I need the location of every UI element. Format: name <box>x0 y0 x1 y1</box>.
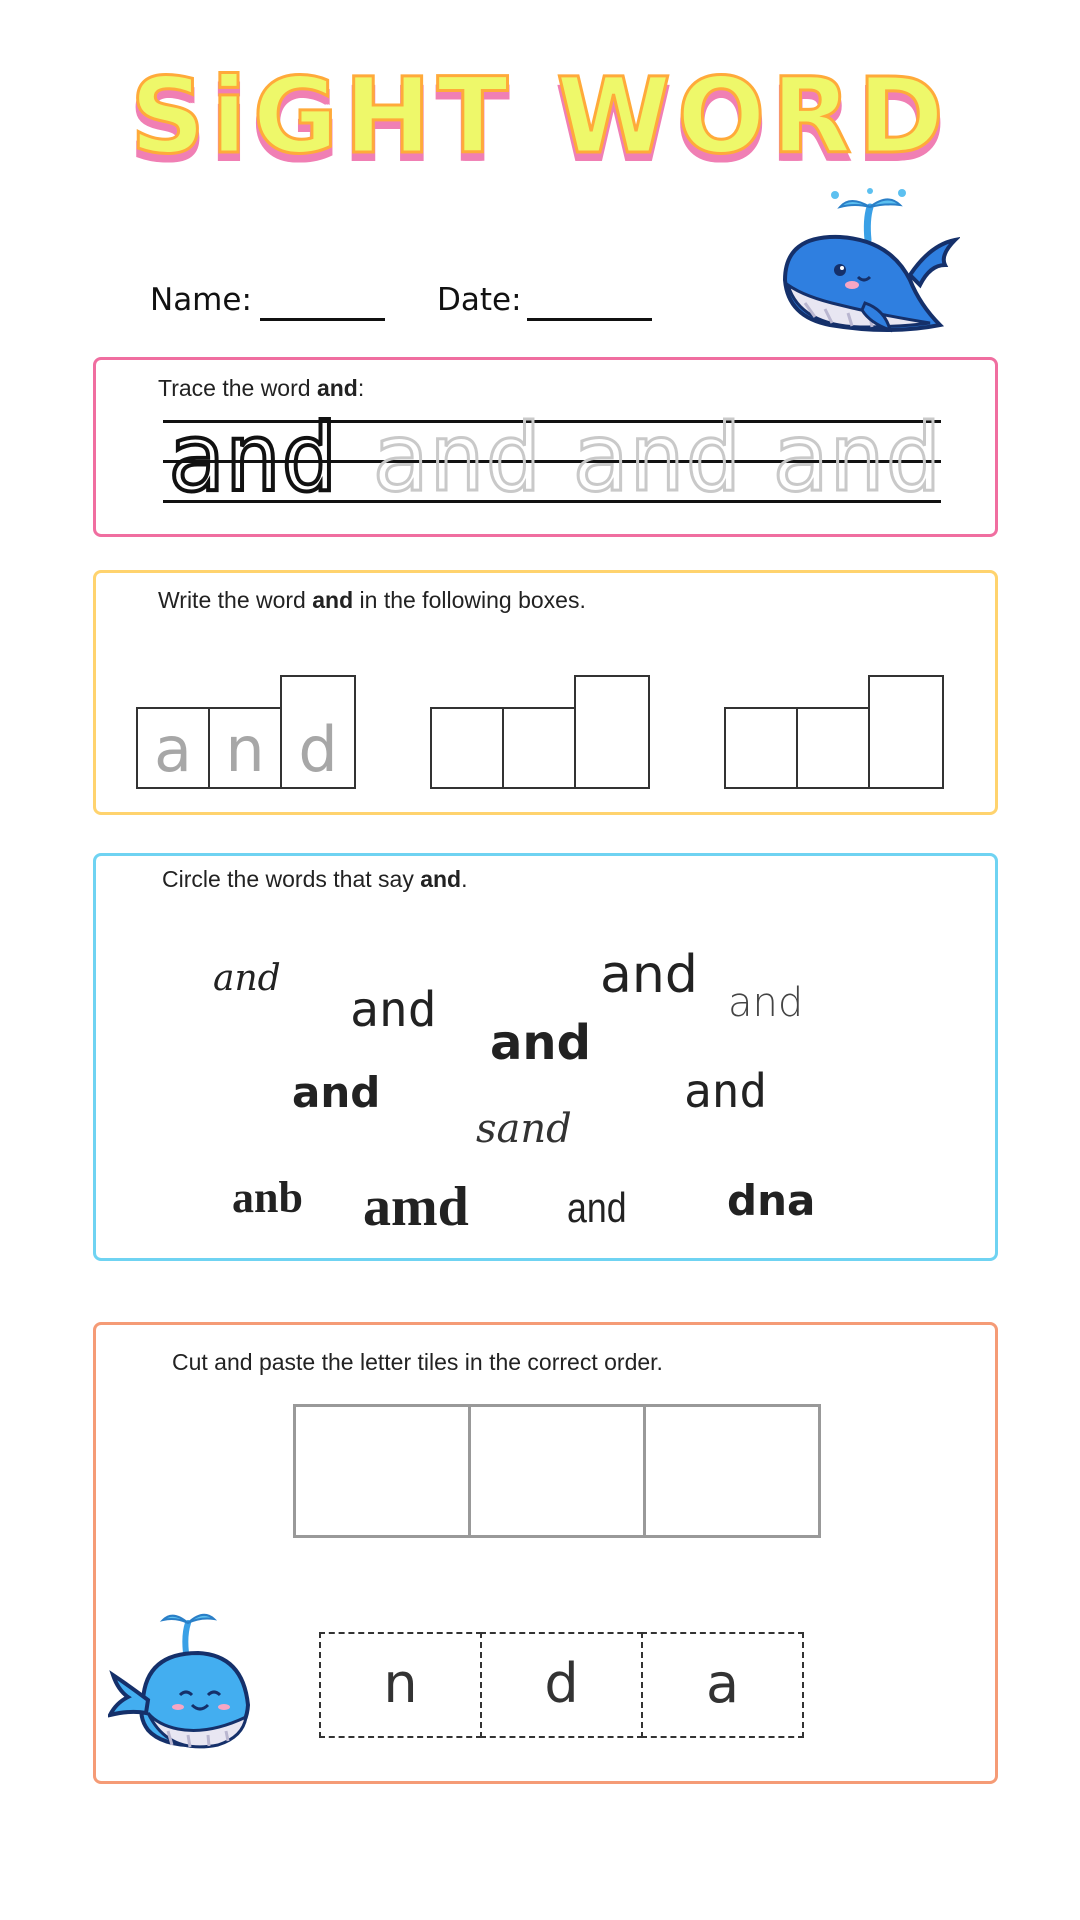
circle-instruction: Circle the words that say and. <box>162 866 468 892</box>
circle-word[interactable]: sand <box>476 1106 572 1152</box>
trace-word-dark: and <box>168 404 338 513</box>
circle-word[interactable]: and <box>567 1184 627 1231</box>
date-field[interactable] <box>527 318 652 321</box>
worksheet-title: SiGHT WORD <box>130 55 950 177</box>
circle-word[interactable]: and <box>350 982 437 1038</box>
whale-icon <box>108 1605 278 1760</box>
letter-tile[interactable]: d <box>480 1632 643 1738</box>
write-box[interactable] <box>724 707 798 789</box>
write-box[interactable] <box>502 707 576 789</box>
name-field[interactable] <box>260 318 385 321</box>
drop-target[interactable] <box>293 1404 471 1538</box>
circle-word[interactable]: dna <box>727 1176 816 1225</box>
circle-word[interactable]: and <box>292 1068 381 1117</box>
example-letter: a <box>154 713 192 786</box>
circle-word[interactable]: and <box>684 1064 768 1118</box>
whale-icon <box>770 185 960 345</box>
example-letter: d <box>298 713 338 786</box>
circle-word[interactable]: anb <box>232 1173 303 1222</box>
letter-tile[interactable]: n <box>319 1632 482 1738</box>
letter-box-n <box>208 707 282 789</box>
example-letter: n <box>225 713 265 786</box>
trace-instruction: Trace the word and: <box>158 375 365 401</box>
write-box[interactable] <box>868 675 944 789</box>
write-box[interactable] <box>574 675 650 789</box>
letter-box-a <box>136 707 210 789</box>
drop-target[interactable] <box>643 1404 821 1538</box>
trace-word: and <box>572 404 742 513</box>
cutpaste-instruction: Cut and paste the letter tiles in the correct order. <box>172 1349 663 1375</box>
circle-word[interactable]: and <box>600 945 698 1005</box>
trace-word: and <box>372 404 542 513</box>
letter-box-d <box>280 675 356 789</box>
write-box[interactable] <box>796 707 870 789</box>
circle-word[interactable]: and <box>213 958 281 999</box>
date-label: Date: <box>437 282 522 318</box>
write-box[interactable] <box>430 707 504 789</box>
write-instruction: Write the word and in the following boxes. <box>158 587 586 613</box>
circle-word[interactable]: and <box>490 1015 591 1071</box>
drop-target[interactable] <box>468 1404 646 1538</box>
letter-tile[interactable]: a <box>641 1632 804 1738</box>
name-label: Name: <box>150 282 252 318</box>
circle-word[interactable]: and <box>728 980 804 1026</box>
trace-word: and <box>772 404 942 513</box>
circle-word[interactable]: amd <box>363 1176 469 1238</box>
